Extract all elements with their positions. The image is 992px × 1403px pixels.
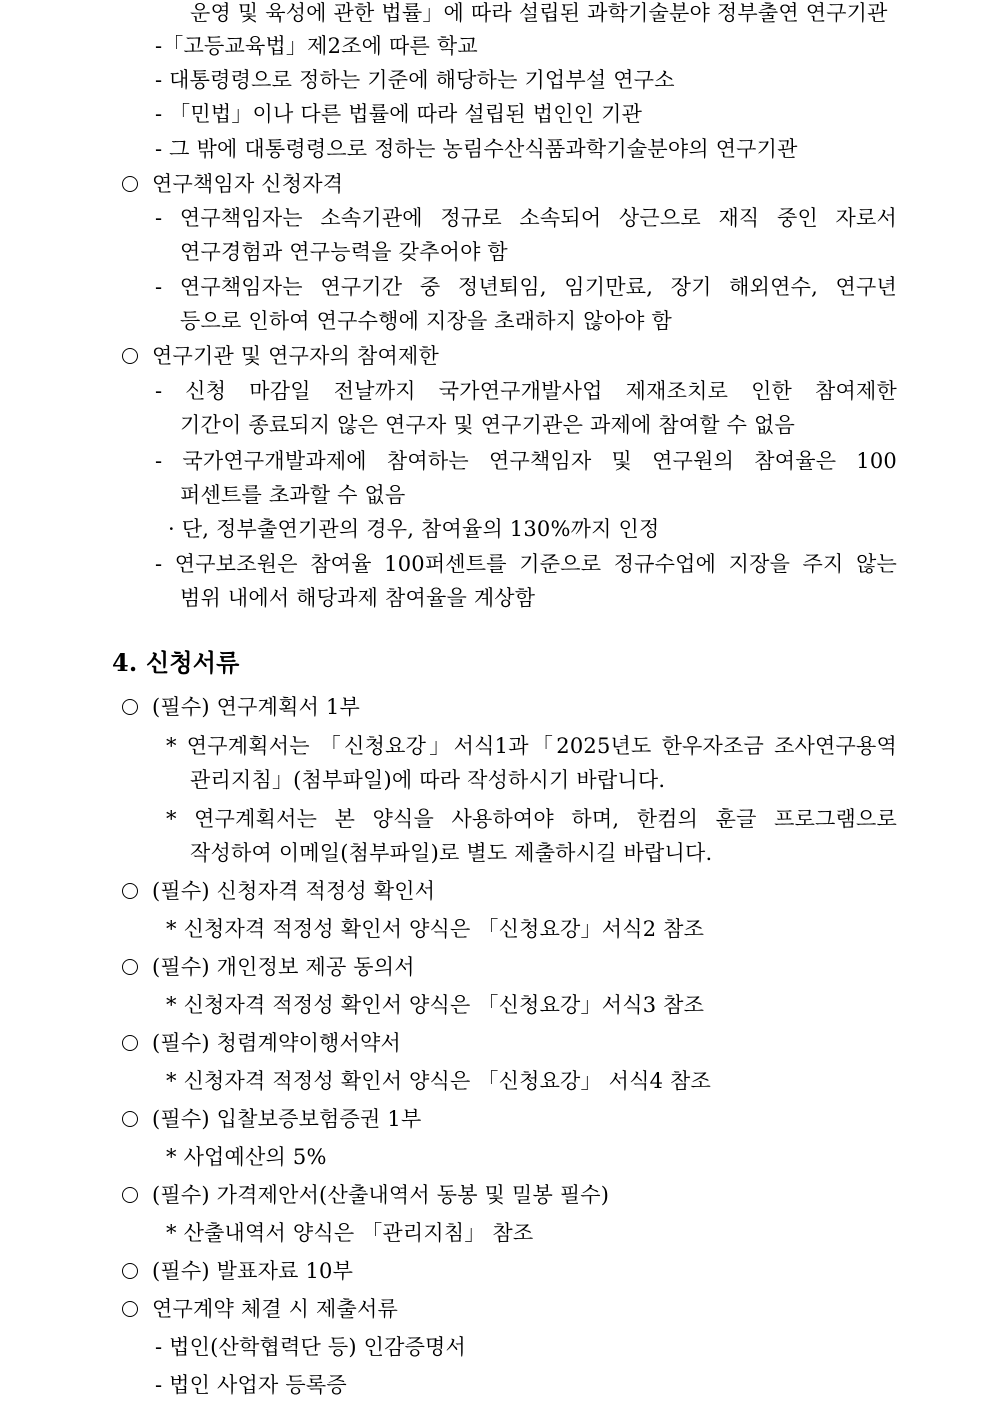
circle-bullet-icon	[122, 1263, 138, 1279]
note-item: * 신청자격 적정성 확인서 양식은 「신청요강」서식2 참조	[166, 917, 705, 941]
list-item-continuation: 연구경험과 연구능력을 갖추어야 함	[180, 240, 508, 264]
doc-item-title: (필수) 개인정보 제공 동의서	[152, 955, 415, 979]
section-item-restriction	[122, 343, 439, 369]
circle-bullet-icon	[122, 959, 138, 975]
list-item: - 대통령령으로 정하는 기준에 해당하는 기업부설 연구소	[155, 68, 675, 92]
note-item: * 산출내역서 양식은 「관리지침」 참조	[166, 1221, 534, 1245]
note-item-continuation: 작성하여 이메일(첨부파일)로 별도 제출하시길 바랍니다.	[190, 841, 713, 865]
list-item: - 연구책임자는 소속기관에 정규로 소속되어 상근으로 재직 중인 자로서	[155, 206, 897, 230]
circle-bullet-icon	[122, 1111, 138, 1127]
list-item: - 「민법」이나 다른 법률에 따라 설립된 법인인 기관	[155, 102, 643, 126]
note-item: * 신청자격 적정성 확인서 양식은 「신청요강」 서식4 참조	[166, 1069, 711, 1093]
doc-item-title: (필수) 가격제안서(산출내역서 동봉 및 밀봉 필수)	[152, 1183, 610, 1207]
doc-item-title: (필수) 연구계획서 1부	[152, 695, 360, 719]
doc-item	[122, 1296, 398, 1322]
list-item: - 법인(산학협력단 등) 인감증명서	[155, 1335, 467, 1359]
doc-item-title: (필수) 입찰보증보험증권 1부	[152, 1107, 422, 1131]
note-item: * 사업예산의 5%	[166, 1145, 327, 1169]
list-item-continuation: 등으로 인하여 연구수행에 지장을 초래하지 않아야 함	[180, 309, 672, 333]
list-item: - 연구책임자는 연구기간 중 정년퇴임, 임기만료, 장기 해외연수, 연구년	[155, 275, 897, 299]
doc-item-title: (필수) 청렴계약이행서약서	[152, 1031, 402, 1055]
note-item: * 연구계획서는 본 양식을 사용하여야 하며, 한컴의 훈글 프로그램으로	[166, 807, 897, 831]
note-item-continuation: 관리지침」(첨부파일)에 따라 작성하시기 바랍니다.	[190, 768, 666, 792]
doc-item-title: 연구계약 체결 시 제출서류	[152, 1297, 398, 1321]
sub-list-item: · 단, 정부출연기관의 경우, 참여율의 130%까지 인정	[168, 517, 660, 541]
list-item-continuation: 기간이 종료되지 않은 연구자 및 연구기관은 과제에 참여할 수 없음	[180, 413, 795, 437]
circle-bullet-icon	[122, 883, 138, 899]
list-item: - 법인 사업자 등록증	[155, 1373, 347, 1397]
list-item: - 국가연구개발과제에 참여하는 연구책임자 및 연구원의 참여율은 100	[155, 449, 897, 473]
list-item-continuation: 퍼센트를 초과할 수 없음	[180, 483, 406, 507]
circle-bullet-icon	[122, 1187, 138, 1203]
doc-item	[122, 1258, 353, 1284]
doc-item-title: (필수) 발표자료 10부	[152, 1259, 354, 1283]
circle-bullet-icon	[122, 348, 138, 364]
doc-item	[122, 1030, 401, 1056]
doc-item	[122, 1106, 421, 1132]
doc-item	[122, 954, 415, 980]
circle-bullet-icon	[122, 699, 138, 715]
list-item: -「고등교육법」제2조에 따른 학교	[155, 34, 478, 58]
doc-item-title: (필수) 신청자격 적정성 확인서	[152, 879, 436, 903]
list-item-continuation: 운영 및 육성에 관한 법률」에 따라 설립된 과학기술분야 정부출연 연구기관	[190, 1, 888, 25]
doc-item	[122, 694, 360, 720]
circle-bullet-icon	[122, 176, 138, 192]
note-item: * 신청자격 적정성 확인서 양식은 「신청요강」서식3 참조	[166, 993, 705, 1017]
section-item-title: 연구책임자 신청자격	[152, 172, 344, 196]
circle-bullet-icon	[122, 1035, 138, 1051]
doc-item	[122, 878, 435, 904]
list-item: - 그 밖에 대통령령으로 정하는 농림수산식품과학기술분야의 연구기관	[155, 137, 798, 161]
section-heading: 4. 신청서류	[112, 648, 240, 677]
section-item-title: 연구기관 및 연구자의 참여제한	[152, 344, 439, 368]
list-item: - 연구보조원은 참여율 100퍼센트를 기준으로 정규수업에 지장을 주지 않는	[155, 552, 897, 576]
list-item-continuation: 범위 내에서 해당과제 참여율을 계상함	[180, 586, 536, 610]
section-item-pi-qualification	[122, 171, 343, 197]
doc-item	[122, 1182, 609, 1208]
list-item: - 신청 마감일 전날까지 국가연구개발사업 제재조치로 인한 참여제한	[155, 379, 897, 403]
note-item: * 연구계획서는 「신청요강」서식1과「2025년도 한우자조금 조사연구용역	[166, 734, 897, 758]
circle-bullet-icon	[122, 1301, 138, 1317]
